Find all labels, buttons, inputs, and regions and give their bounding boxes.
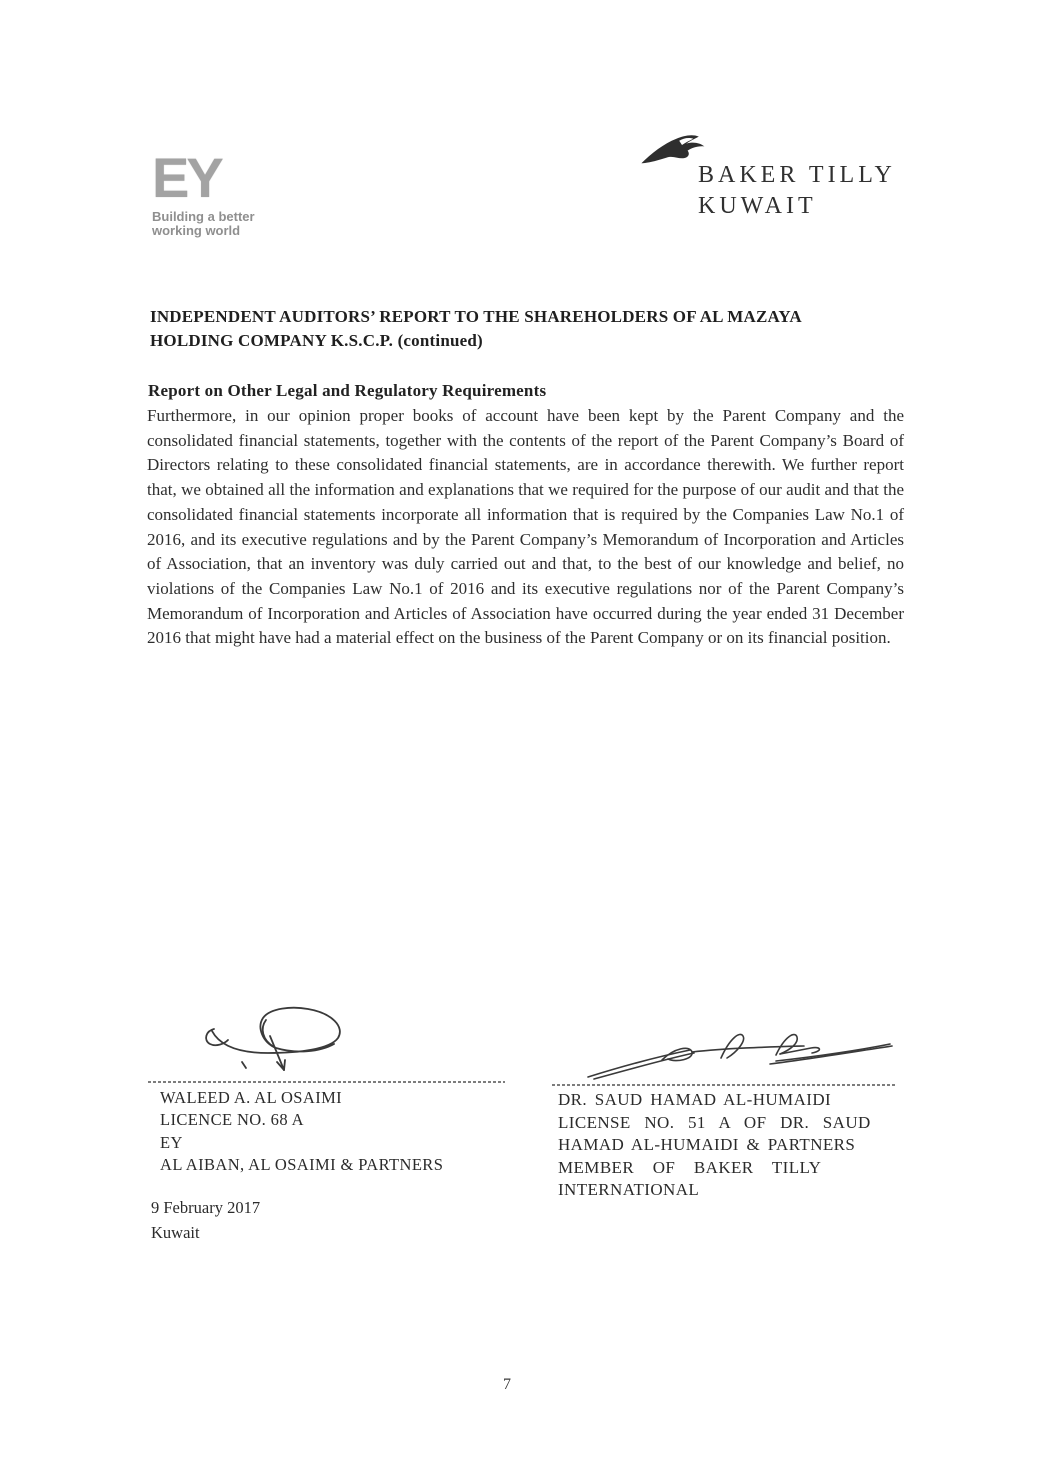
section-heading: Report on Other Legal and Regulatory Requirements <box>148 381 547 400</box>
ey-logo-text: EY <box>152 146 221 209</box>
signatory-right-line2: LICENSE NO. 51 A OF DR. SAUD <box>558 1112 871 1132</box>
signatory-left-licence: LICENCE NO. 68 A <box>160 1110 304 1130</box>
report-date: 9 February 2017 <box>151 1198 261 1217</box>
ey-tagline-line2: working world <box>152 223 241 238</box>
signatory-left-block <box>160 1087 443 1176</box>
document-title-line1: INDEPENDENT AUDITORS’ REPORT TO THE SHAREHOLDERS OF AL MAZAYA <box>150 307 802 326</box>
signature-line-right <box>552 1084 897 1086</box>
report-city: Kuwait <box>151 1222 200 1242</box>
signatory-right-line5: INTERNATIONAL <box>558 1180 700 1200</box>
signatory-right-block <box>558 1089 894 1202</box>
signature-waleed <box>200 1000 350 1080</box>
ey-tagline-line1: Building a better <box>152 209 255 224</box>
signatory-right-line4: MEMBER OF BAKER TILLY <box>558 1157 822 1177</box>
document-title-line2: HOLDING COMPANY K.S.C.P. (continued) <box>150 330 483 350</box>
signatory-right-line3: HAMAD AL-HUMAIDI & PARTNERS <box>558 1135 856 1155</box>
document-title <box>150 305 925 352</box>
date-block <box>151 1196 260 1245</box>
signatory-left-name: WALEED A. AL OSAIMI <box>160 1088 343 1107</box>
signature-saud <box>580 1020 900 1090</box>
signature-line-left <box>148 1081 505 1083</box>
ey-tagline <box>152 210 255 238</box>
baker-tilly-name: BAKER TILLY <box>698 162 896 188</box>
ey-logo <box>152 146 255 238</box>
report-body-paragraph: Furthermore, in our opinion proper books of account have been kept by the Parent Company and the consolidated financial statements, together with the contents of the report of the Parent Company’s Board of Directors relating to these consolidated financial statements, are in accordance therewith. We further report that, we obtained all the information and explanations that we required for the purpose of our audit and that the consolidated financial statements incorporate all information that is required by the Companies Law No.1 of 2016, and its executive regulations and by the Parent Company’s Memorandum of Incorporation and Articles of Association, that an inventory was duly carried out and that, to the best of our knowledge and belief, no violations of the Companies Law No.1 of 2016 and its executive regulations nor of the Parent Company’s Memorandum of Incorporation and Articles of Association have occurred during the year ended 31 December 2016 that might have had a material effect on the business of the Parent Company or on its financial position. <box>147 406 904 648</box>
baker-tilly-location: KUWAIT <box>698 193 817 219</box>
signatory-left-firm-short: EY <box>160 1132 183 1152</box>
signatory-left-firm-full: AL AIBAN, AL OSAIMI & PARTNERS <box>160 1154 444 1174</box>
page-number: 7 <box>503 1376 511 1393</box>
signatory-right-name: DR. SAUD HAMAD AL-HUMAIDI <box>558 1090 832 1109</box>
